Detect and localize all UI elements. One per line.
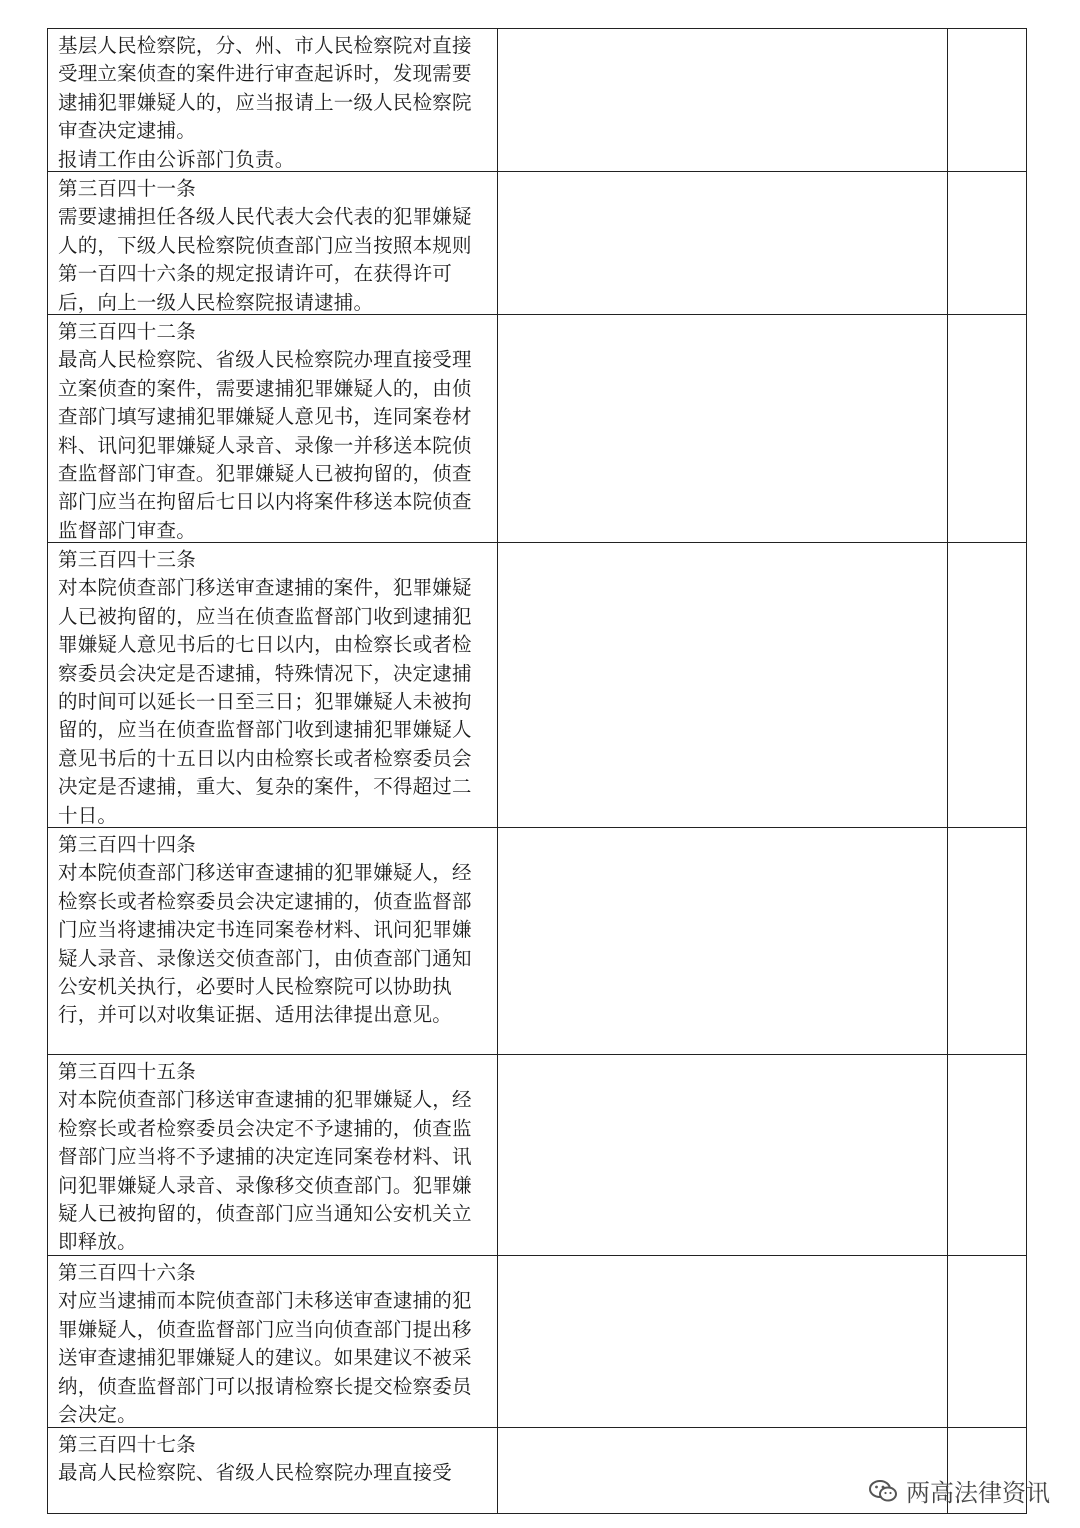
article-paragraph: 第三百四十六条: [58, 1261, 196, 1284]
article-paragraph: 第三百四十一条: [58, 177, 196, 200]
table-row: [48, 29, 1027, 172]
article-paragraph: 第三百四十七条: [58, 1433, 196, 1456]
article-paragraph: 第三百四十三条: [58, 548, 196, 571]
article-paragraph: 第三百四十四条: [58, 833, 196, 856]
article-paragraph: 对应当逮捕而本院侦查部门未移送审查逮捕的犯罪嫌疑人，侦查监督部门应当向侦查部门提出移送审查逮捕犯罪嫌疑人的建议。如果建议不被采纳，侦查监督部门可以报请检察长提交检察委员会决定。: [58, 1289, 472, 1427]
blank-cell: [948, 543, 1027, 828]
article-cell: [48, 1055, 498, 1256]
article-text: [48, 29, 497, 171]
blank-cell: [948, 29, 1027, 172]
blank-cell: [948, 828, 1027, 1055]
article-paragraph: 报请工作由公诉部门负责。: [58, 147, 295, 171]
blank-cell: [498, 29, 948, 172]
wechat-icon: [868, 1478, 898, 1504]
article-cell: [48, 828, 498, 1055]
regulation-table: [47, 28, 1027, 1514]
blank-cell: [498, 1055, 948, 1256]
article-text: [48, 1055, 497, 1255]
article-cell: [48, 315, 498, 543]
blank-cell: [948, 315, 1027, 543]
table-row: [48, 315, 1027, 543]
blank-cell: [498, 172, 948, 315]
watermark: [868, 1473, 1050, 1508]
table-row: [48, 543, 1027, 828]
blank-cell: [498, 828, 948, 1055]
article-text: [48, 172, 497, 314]
article-paragraph: 对本院侦查部门移送审查逮捕的犯罪嫌疑人，经检察长或者检察委员会决定逮捕的，侦查监督部门应当将逮捕决定书连同案卷材料、讯问犯罪嫌疑人录音、录像送交侦查部门，由侦查部门通知公安机关执行，必要时人民检察院可以协助执行，并可以对收集证据、适用法律提出意见。: [58, 861, 472, 1027]
article-cell: [48, 543, 498, 828]
blank-cell: [498, 315, 948, 543]
article-paragraph: 第三百四十二条: [58, 320, 196, 343]
article-text: [48, 315, 497, 542]
article-text: [48, 828, 497, 1032]
blank-cell: [948, 1055, 1027, 1256]
article-paragraph: 最高人民检察院、省级人民检察院办理直接受理立案侦查的案件，需要逮捕犯罪嫌疑人的，由侦查部门填写逮捕犯罪嫌疑人意见书，连同案卷材料、讯问犯罪嫌疑人录音、录像一并移送本院侦查监督部门审查。犯罪嫌疑人已被拘留的，侦查部门应当在拘留后七日以内将案件移送本院侦查监督部门审查。: [58, 348, 472, 542]
blank-cell: [948, 1256, 1027, 1428]
table-row: [48, 828, 1027, 1055]
table-row: [48, 1055, 1027, 1256]
watermark-text: 两高法律资讯: [906, 1479, 1050, 1507]
article-paragraph: 第三百四十五条: [58, 1060, 196, 1083]
article-paragraph: 对本院侦查部门移送审查逮捕的犯罪嫌疑人，经检察长或者检察委员会决定不予逮捕的，侦查监督部门应当将不予逮捕的决定连同案卷材料、讯问犯罪嫌疑人录音、录像移交侦查部门。犯罪嫌疑人已被拘留的，侦查部门应当通知公安机关立即释放。: [58, 1088, 472, 1254]
blank-cell: [498, 543, 948, 828]
blank-cell: [498, 1256, 948, 1428]
blank-cell: [948, 172, 1027, 315]
article-cell: [48, 1256, 498, 1428]
table-row: [48, 172, 1027, 315]
table-body: [48, 29, 1027, 1514]
article-paragraph: 基层人民检察院，分、州、市人民检察院对直接受理立案侦查的案件进行审查起诉时，发现需要逮捕犯罪嫌疑人的，应当报请上一级人民检察院审查决定逮捕。: [58, 34, 472, 143]
table-row: [48, 1256, 1027, 1428]
article-text: [48, 1256, 497, 1427]
article-paragraph: 最高人民检察院、省级人民检察院办理直接受: [58, 1461, 453, 1485]
article-cell: [48, 29, 498, 172]
article-text: [48, 1428, 497, 1490]
article-paragraph: 对本院侦查部门移送审查逮捕的案件，犯罪嫌疑人已被拘留的，应当在侦查监督部门收到逮捕犯罪嫌疑人意见书后的七日以内，由检察长或者检察委员会决定是否逮捕，特殊情况下，决定逮捕的时间可以延长一日至三日；犯罪嫌疑人未被拘留的，应当在侦查监督部门收到逮捕犯罪嫌疑人意见书后的十五日以内由检察长或者检察委员会决定是否逮捕，重大、复杂的案件，不得超过二十日。: [58, 576, 472, 827]
article-cell: [48, 1428, 498, 1514]
article-paragraph: 需要逮捕担任各级人民代表大会代表的犯罪嫌疑人的，下级人民检察院侦查部门应当按照本规则 第一百四十六条的规定报请许可，在获得许可后，向上一级人民检察院报请逮捕。: [58, 205, 472, 314]
article-text: [48, 543, 497, 827]
article-cell: [48, 172, 498, 315]
